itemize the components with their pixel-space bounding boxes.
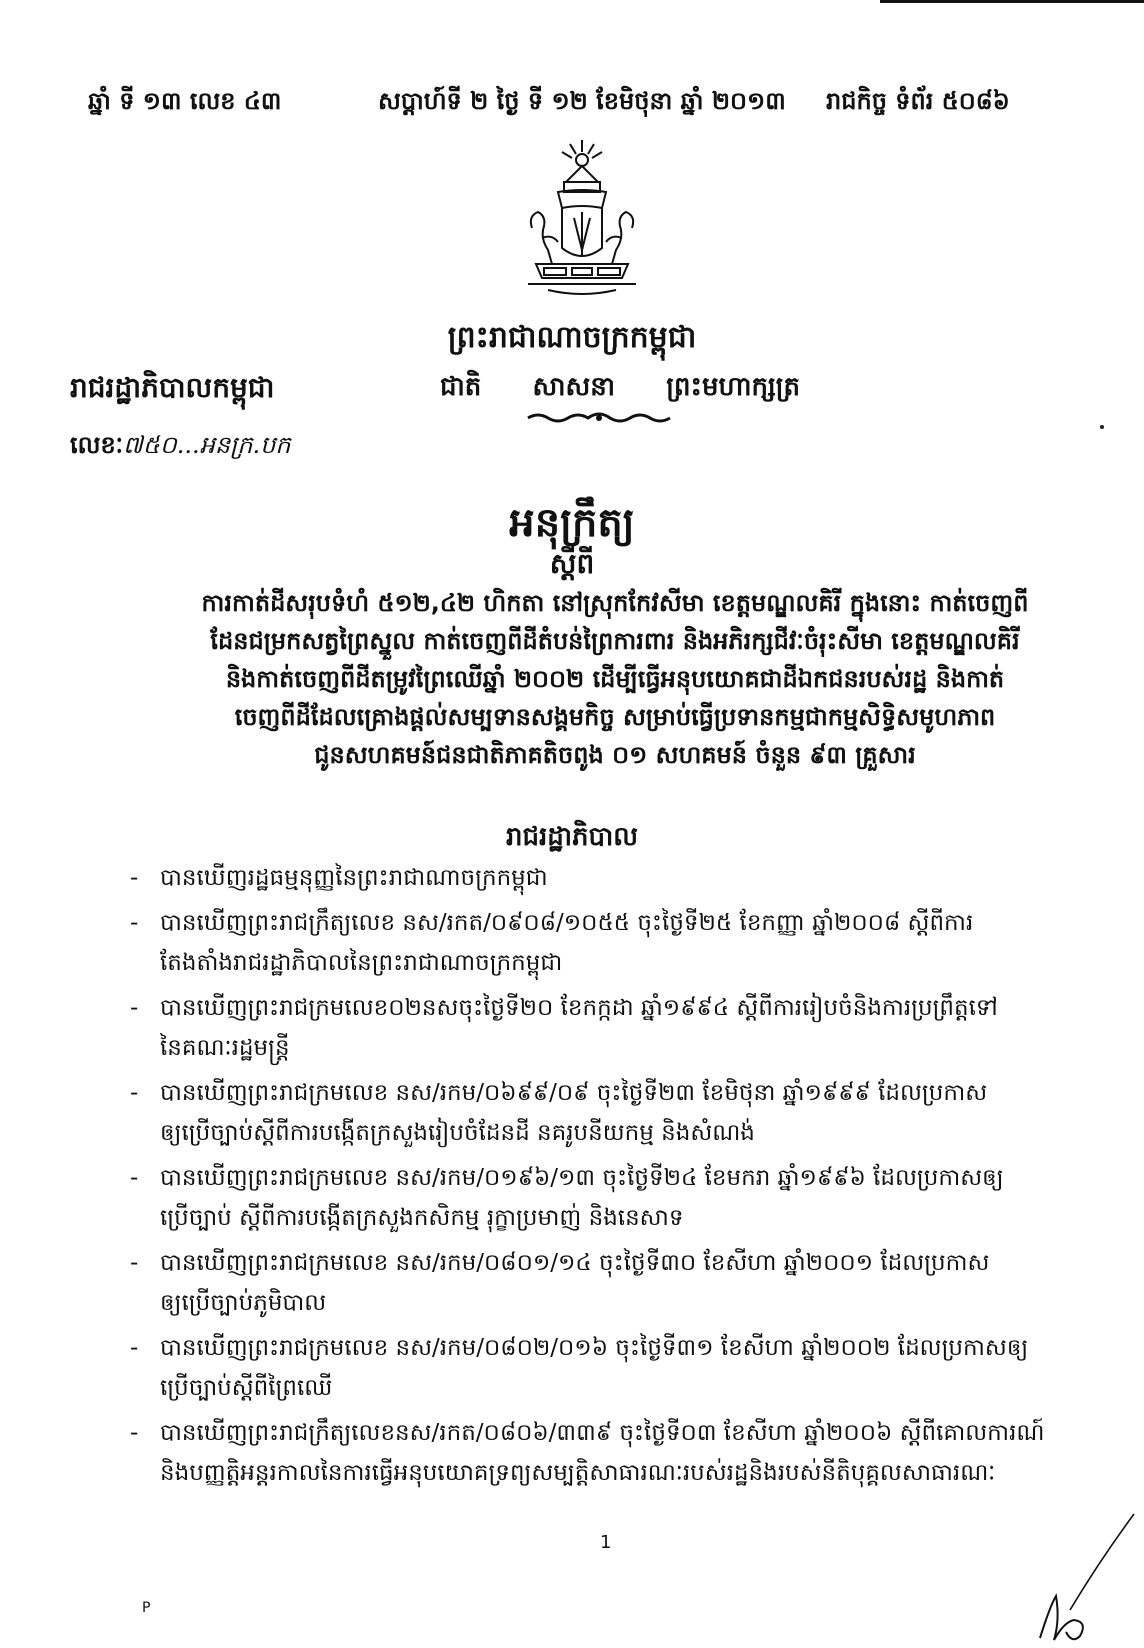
subject-line: ដែនជម្រកសត្វព្រៃស្នួល កាត់ចេញពីដីតំបន់ព្រៃការពារ និងអភិរក្សជីវៈចំរុះសីមា ខេត្តមណ្ឌលគិរី [210, 627, 1020, 655]
gazette-issue: ឆ្នាំ ទី ១៣ លេខ ៤៣ [88, 87, 282, 115]
clause-item: - បានឃើញព្រះរាជក្រមលេខ នស/រកម/០៦៩៩/០៩ ចុះថ្ងៃទី២៣ ខែមិថុនា ឆ្នាំ១៩៩៩ ដែលប្រកាស ឲ្យប្រើច្បាប់ស្ដីពីការបង្កើតក្រសួងរៀបចំដែនដី នគរូបនីយកម្ម និងសំណង់ [130, 1080, 988, 1146]
section-heading: រាជរដ្ឋាភិបាល [505, 822, 639, 852]
motto-nation: ជាតិ [440, 372, 482, 402]
subject-line: និងកាត់ចេញពីដីតម្រូវព្រៃឈើឆ្នាំ ២០០២ ដើម្បីធ្វើអនុបយោគជាដីឯកជនរបស់រដ្ឋ និងកាត់ [225, 665, 1005, 693]
scan-speck [1100, 425, 1104, 429]
clause-item: - បានឃើញព្រះរាជក្រមលេខ នស/រកម/០៨០១/១៤ ចុះថ្ងៃទី៣០ ខែសីហា ឆ្នាំ២០០១ ដែលប្រកាស ឲ្យប្រើច្បាប់ភូមិបាល [130, 1250, 990, 1316]
ornament-divider-icon [524, 410, 674, 426]
motto-king: ព្រះមហាក្សត្រ [666, 372, 800, 402]
document-number-value: ៧៥០...អនក្រ.បក [123, 431, 291, 459]
subject-line: ការកាត់ដីសរុបទំហំ ៥១២,៤២ ហិកតា នៅស្រុកកែវសីមា ខេត្តមណ្ឌលគិរី ក្នុងនោះ កាត់ចេញពី [201, 589, 1029, 617]
kingdom-title: ព្រះរាជាណាចក្រកម្ពុជា [447, 320, 697, 355]
subject-line: ជូនសហគមន៍ជនជាតិភាគតិចពូង ០១ សហគមន៍ ចំនួន ៩៣ គ្រួសារ [314, 741, 916, 769]
gazette-page: រាជកិច្ច ទំព័រ ៥០៨៦ [826, 87, 1010, 115]
document-number [70, 430, 291, 465]
document-title: អនុក្រឹត្យ [509, 500, 635, 546]
document-about: ស្ដីពី [549, 547, 595, 580]
motto-religion: សាសនា [532, 372, 616, 402]
top-edge-rule [880, 0, 1144, 3]
gazette-date: សប្ដាហ៍ទី ២ ថ្ងៃ ទី ១២ ខែមិថុនា ឆ្នាំ ២០១៣ [378, 87, 786, 115]
clause-item: - បានឃើញព្រះរាជក្រមលេខ នស/រកម/០៨០២/០១៦ ចុះថ្ងៃទី៣១ ខែសីហា ឆ្នាំ២០០២ ដែលប្រកាសឲ្យ ប្រើច្បាប់ស្ដីពីព្រៃឈើ [130, 1335, 1029, 1401]
clause-item: - បានឃើញរដ្ឋធម្មនុញ្ញនៃព្រះរាជាណាចក្រកម្ពុជា [130, 865, 548, 891]
royal-emblem-icon [522, 138, 642, 303]
preamble-clauses [130, 858, 1090, 1498]
clause-item: - បានឃើញព្រះរាជក្រឹត្យលេខនស/រកត/០៨០៦/៣៣៩ ចុះថ្ងៃទី០៣ ខែសីហា ឆ្នាំ២០០៦ ស្ដីពីគោលការណ៍ និងបញ្ញត្តិអន្តរកាលនៃការធ្វើអនុបយោគទ្រព្យសម្បត្តិសាធារណៈរបស់រដ្ឋនិងរបស់នីតិបុគ្គលសាធារណៈ [130, 1420, 1045, 1486]
gazette-header [0, 86, 1144, 126]
document-number-label: លេខៈ [70, 431, 124, 459]
clause-item: - បានឃើញព្រះរាជក្រមលេខ០២នសចុះថ្ងៃទី២០ ខែកក្កដា ឆ្នាំ១៩៩៤ ស្ដីពីការរៀបចំនិងការប្រព្រឹត្តទៅ នៃគណៈរដ្ឋមន្ត្រី [130, 995, 998, 1061]
national-motto [440, 370, 800, 408]
document-subject [150, 584, 1080, 774]
subject-line: ចេញពីដីដែលគ្រោងផ្ដល់សម្បទានសង្គមកិច្ច សម្រាប់ធ្វើប្រទានកម្មជាកម្មសិទ្ធិសមូហភាព [234, 703, 996, 731]
clause-item: - បានឃើញព្រះរាជក្រមលេខ នស/រកម/០១៩៦/១៣ ចុះថ្ងៃទី២៤ ខែមករា ឆ្នាំ១៩៩៦ ដែលប្រកាសឲ្យ ប្រើច្បាប់ ស្ដីពីការបង្កើតក្រសួងកសិកម្ម រុក្ខាប្រមាញ់ និងនេសាទ [130, 1165, 1004, 1231]
handwritten-initials-icon [1030, 1510, 1140, 1648]
issuing-authority: រាជរដ្ឋាភិបាលកម្ពុជា [70, 371, 275, 404]
clause-item: - បានឃើញព្រះរាជក្រឹត្យលេខ នស/រកត/០៩០៨/១០៥៥ ចុះថ្ងៃទី២៥ ខែកញ្ញា ឆ្នាំ២០០៨ ស្ដីពីការ តែងតាំងរាជរដ្ឋាភិបាលនៃព្រះរាជាណាចក្រកម្ពុជា [130, 910, 974, 976]
page-number: 1 [600, 1532, 612, 1553]
corner-mark: P [142, 1600, 151, 1616]
